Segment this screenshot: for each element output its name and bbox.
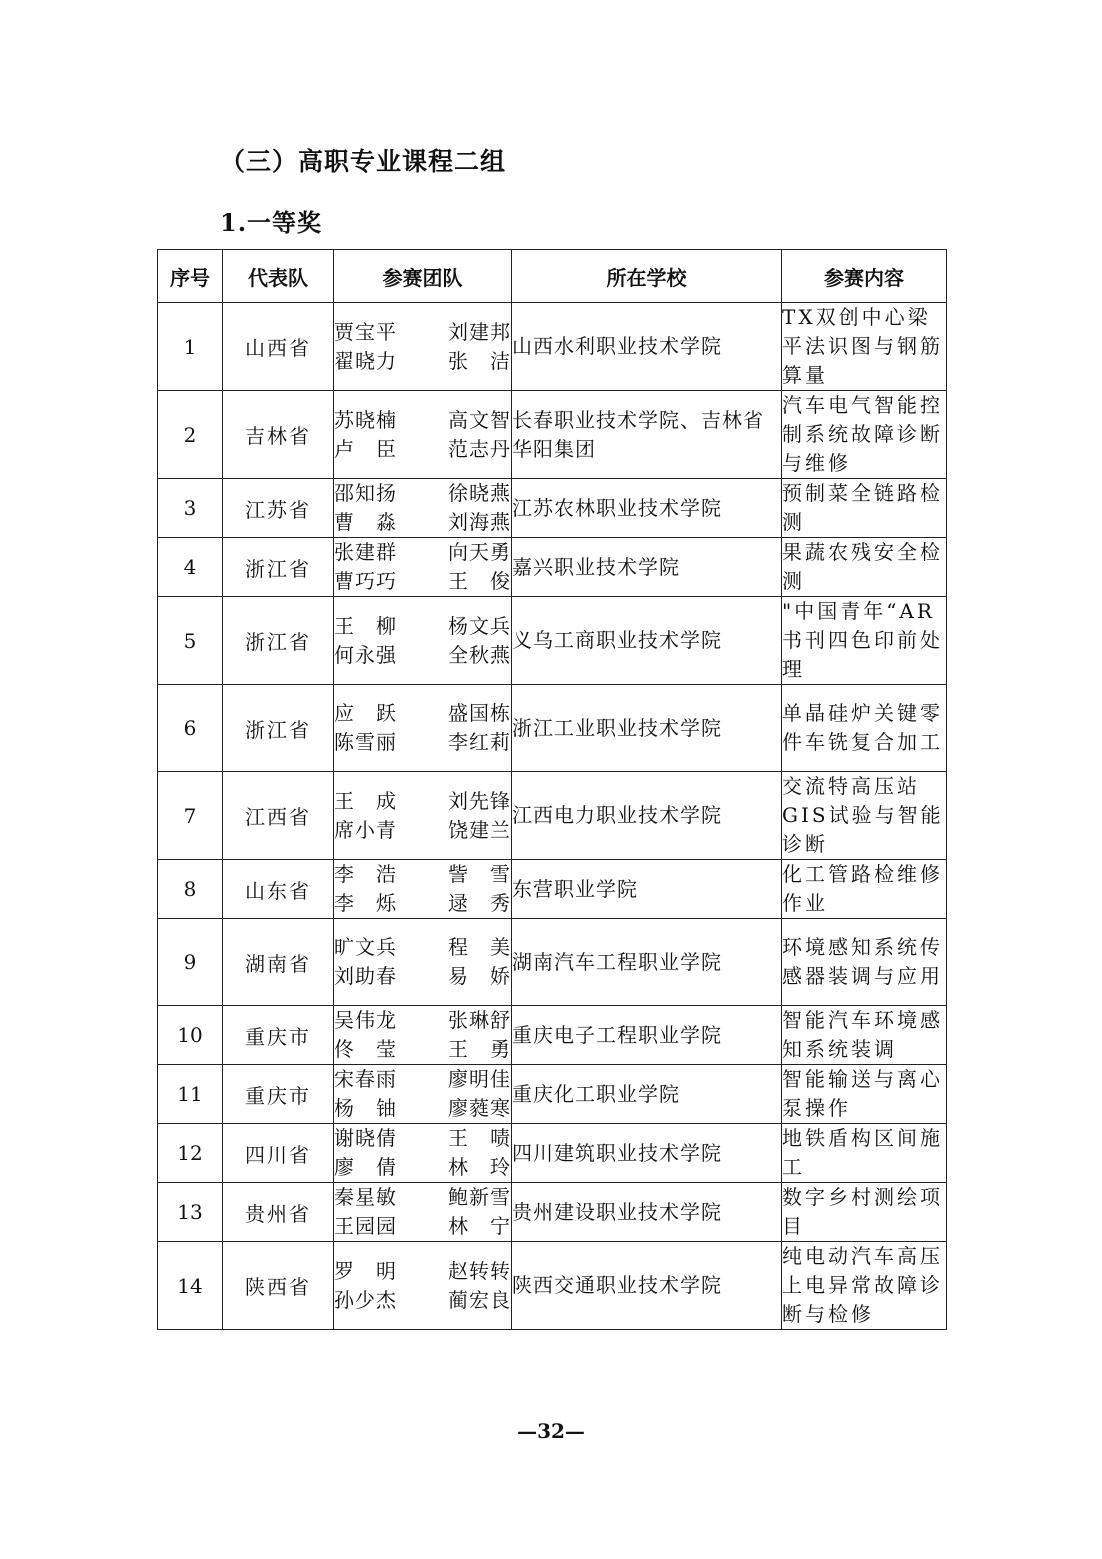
team-member: 旷文兵: [334, 935, 397, 959]
row-number: 2: [158, 391, 223, 479]
team-member: 宋春雨: [334, 1067, 397, 1091]
team-member: 李 浩: [334, 862, 397, 886]
row-number: 9: [158, 919, 223, 1006]
team-line: [334, 612, 511, 641]
team-member: 秦星敏: [334, 1185, 397, 1209]
row-number: 11: [158, 1065, 223, 1124]
table-row: [158, 1183, 947, 1242]
table-row: [158, 772, 947, 860]
table-row: [158, 1124, 947, 1183]
team-member: 陈雪丽: [334, 730, 397, 754]
row-content: 化工管路检维修作业: [782, 860, 947, 919]
row-number: 13: [158, 1183, 223, 1242]
row-content: 单晶硅炉关键零件车铣复合加工: [782, 685, 947, 772]
team-member: 刘建邦: [448, 319, 511, 344]
row-province: 四川省: [223, 1124, 334, 1183]
row-team: [334, 1065, 512, 1124]
team-member: 鲍新雪: [448, 1185, 511, 1209]
row-province: 江西省: [223, 772, 334, 860]
row-number: 10: [158, 1006, 223, 1065]
table-row: [158, 538, 947, 597]
team-member: 罗 明: [334, 1258, 397, 1283]
team-line: [334, 641, 511, 670]
team-member: 赵转转: [448, 1258, 511, 1283]
team-member: 谢晓倩: [334, 1126, 397, 1150]
row-content: 地铁盾构区间施工: [782, 1124, 947, 1183]
row-school: 东营职业学院: [512, 860, 782, 919]
header-no: 序号: [158, 250, 223, 303]
team-member: 李红莉: [448, 730, 511, 754]
team-member: 苏晓楠: [334, 407, 397, 432]
row-team: [334, 1242, 512, 1330]
team-line: [334, 1035, 511, 1064]
team-member: 张 洁: [448, 348, 511, 373]
team-line: [334, 1153, 511, 1182]
row-team: [334, 1183, 512, 1242]
row-number: 4: [158, 538, 223, 597]
row-province: 重庆市: [223, 1065, 334, 1124]
page-number: —32—: [517, 1419, 585, 1443]
team-line: [334, 1183, 511, 1212]
row-province: 陕西省: [223, 1242, 334, 1330]
team-line: [334, 567, 511, 596]
awards-table: [157, 249, 947, 1330]
row-team: [334, 919, 512, 1006]
row-content: 交流特高压站GIS试验与智能诊断: [782, 772, 947, 860]
team-member: 刘海燕: [448, 510, 511, 534]
row-province: 浙江省: [223, 538, 334, 597]
row-number: 7: [158, 772, 223, 860]
row-school: 山西水利职业技术学院: [512, 303, 782, 391]
team-member: 饶建兰: [448, 817, 511, 842]
table-row: [158, 1242, 947, 1330]
team-member: 刘先锋: [448, 788, 511, 813]
team-member: 蔺宏良: [448, 1287, 511, 1312]
row-school: 江苏农林职业技术学院: [512, 479, 782, 538]
table-row: [158, 391, 947, 479]
row-province: 吉林省: [223, 391, 334, 479]
section-title: （三）高职专业课程二组: [220, 147, 507, 176]
row-province: 重庆市: [223, 1006, 334, 1065]
row-content: TX双创中心梁平法识图与钢筋算量: [782, 303, 947, 391]
row-school: 义乌工商职业技术学院: [512, 597, 782, 685]
team-member: 徐晓燕: [448, 481, 511, 505]
team-member: 王园园: [334, 1214, 397, 1238]
row-province: 山东省: [223, 860, 334, 919]
team-line: [334, 699, 511, 728]
team-member: 全秋燕: [448, 642, 511, 667]
row-school: 浙江工业职业技术学院: [512, 685, 782, 772]
row-team: [334, 772, 512, 860]
team-line: [334, 962, 511, 991]
row-province: 浙江省: [223, 597, 334, 685]
team-line: [334, 860, 511, 889]
team-member: 邵知扬: [334, 481, 397, 505]
row-team: [334, 303, 512, 391]
team-member: 逯 秀: [448, 891, 511, 915]
team-member: 杨文兵: [448, 613, 511, 638]
row-province: 贵州省: [223, 1183, 334, 1242]
row-number: 3: [158, 479, 223, 538]
team-member: 孙少杰: [334, 1287, 397, 1312]
team-line: [334, 1124, 511, 1153]
table-row: [158, 479, 947, 538]
team-member: 高文智: [448, 407, 511, 432]
row-team: [334, 685, 512, 772]
row-number: 12: [158, 1124, 223, 1183]
team-member: 席小青: [334, 817, 397, 842]
team-line: [334, 1212, 511, 1241]
team-line: [334, 479, 511, 508]
team-line: [334, 538, 511, 567]
team-line: [334, 318, 511, 347]
header-school: 所在学校: [512, 250, 782, 303]
team-member: 张琳舒: [448, 1008, 511, 1032]
team-member: 卢 臣: [334, 436, 397, 461]
row-school: 湖南汽车工程职业学院: [512, 919, 782, 1006]
row-number: 1: [158, 303, 223, 391]
row-team: [334, 479, 512, 538]
row-content: 智能汽车环境感知系统装调: [782, 1006, 947, 1065]
team-line: [334, 435, 511, 464]
team-member: 翟晓力: [334, 348, 397, 373]
team-member: 林 宁: [448, 1214, 511, 1238]
row-province: 浙江省: [223, 685, 334, 772]
row-team: [334, 391, 512, 479]
table-header-row: [158, 250, 947, 303]
team-member: 王 成: [334, 788, 397, 813]
awards-body: [158, 303, 947, 1330]
team-member: 廖明佳: [448, 1067, 511, 1091]
team-member: 佟 莹: [334, 1037, 397, 1061]
team-member: 曹巧巧: [334, 569, 397, 593]
team-line: [334, 1286, 511, 1315]
team-member: 林 玲: [448, 1155, 511, 1179]
table-row: [158, 597, 947, 685]
row-content: 数字乡村测绘项目: [782, 1183, 947, 1242]
row-number: 14: [158, 1242, 223, 1330]
row-province: 山西省: [223, 303, 334, 391]
team-member: 贾宝平: [334, 319, 397, 344]
row-school: 重庆化工职业学院: [512, 1065, 782, 1124]
team-member: 盛国栋: [448, 701, 511, 725]
team-line: [334, 816, 511, 845]
row-province: 江苏省: [223, 479, 334, 538]
team-member: 刘助春: [334, 964, 397, 988]
team-member: 向天勇: [448, 540, 511, 564]
team-line: [334, 1257, 511, 1286]
row-school: 嘉兴职业技术学院: [512, 538, 782, 597]
row-content: 预制菜全链路检测: [782, 479, 947, 538]
header-content: 参赛内容: [782, 250, 947, 303]
team-line: [334, 728, 511, 757]
row-content: 智能输送与离心泵操作: [782, 1065, 947, 1124]
row-content: "中国青年“AR书刊四色印前处理: [782, 597, 947, 685]
row-province: 湖南省: [223, 919, 334, 1006]
team-member: 李 烁: [334, 891, 397, 915]
team-member: 张建群: [334, 540, 397, 564]
row-content: 环境感知系统传感器装调与应用: [782, 919, 947, 1006]
row-content: 果蔬农残安全检测: [782, 538, 947, 597]
team-line: [334, 933, 511, 962]
row-school: 重庆电子工程职业学院: [512, 1006, 782, 1065]
table-row: [158, 860, 947, 919]
team-member: 王 柳: [334, 613, 397, 638]
team-member: 王 啧: [448, 1126, 511, 1150]
team-member: 程 美: [448, 935, 511, 959]
team-member: 廖蕤寒: [448, 1096, 511, 1120]
row-team: [334, 860, 512, 919]
row-content: 汽车电气智能控制系统故障诊断与维修: [782, 391, 947, 479]
header-province: 代表队: [223, 250, 334, 303]
table-row: [158, 685, 947, 772]
row-school: 长春职业技术学院、吉林省华阳集团: [512, 391, 782, 479]
row-school: 四川建筑职业技术学院: [512, 1124, 782, 1183]
row-school: 江西电力职业技术学院: [512, 772, 782, 860]
header-team: 参赛团队: [334, 250, 512, 303]
row-school: 贵州建设职业技术学院: [512, 1183, 782, 1242]
row-team: [334, 1124, 512, 1183]
row-number: 8: [158, 860, 223, 919]
team-member: 王 俊: [448, 569, 511, 593]
row-number: 6: [158, 685, 223, 772]
team-member: 王 勇: [448, 1037, 511, 1061]
team-member: 应 跃: [334, 701, 397, 725]
table-row: [158, 303, 947, 391]
table-row: [158, 1065, 947, 1124]
team-line: [334, 1065, 511, 1094]
team-member: 吴伟龙: [334, 1008, 397, 1032]
team-member: 易 娇: [448, 964, 511, 988]
team-line: [334, 508, 511, 537]
row-number: 5: [158, 597, 223, 685]
team-member: 何永强: [334, 642, 397, 667]
row-school: 陕西交通职业技术学院: [512, 1242, 782, 1330]
team-member: 廖 倩: [334, 1155, 397, 1179]
team-line: [334, 787, 511, 816]
team-member: 范志丹: [448, 436, 511, 461]
team-member: 杨 铀: [334, 1096, 397, 1120]
team-line: [334, 1006, 511, 1035]
table-row: [158, 1006, 947, 1065]
award-title: 1.一等奖: [220, 208, 323, 237]
team-line: [334, 1094, 511, 1123]
team-line: [334, 347, 511, 376]
row-team: [334, 597, 512, 685]
team-line: [334, 406, 511, 435]
team-member: 訾 雪: [448, 862, 511, 886]
row-team: [334, 538, 512, 597]
row-team: [334, 1006, 512, 1065]
table-row: [158, 919, 947, 1006]
team-member: 曹 淼: [334, 510, 397, 534]
row-content: 纯电动汽车高压上电异常故障诊断与检修: [782, 1242, 947, 1330]
team-line: [334, 889, 511, 918]
